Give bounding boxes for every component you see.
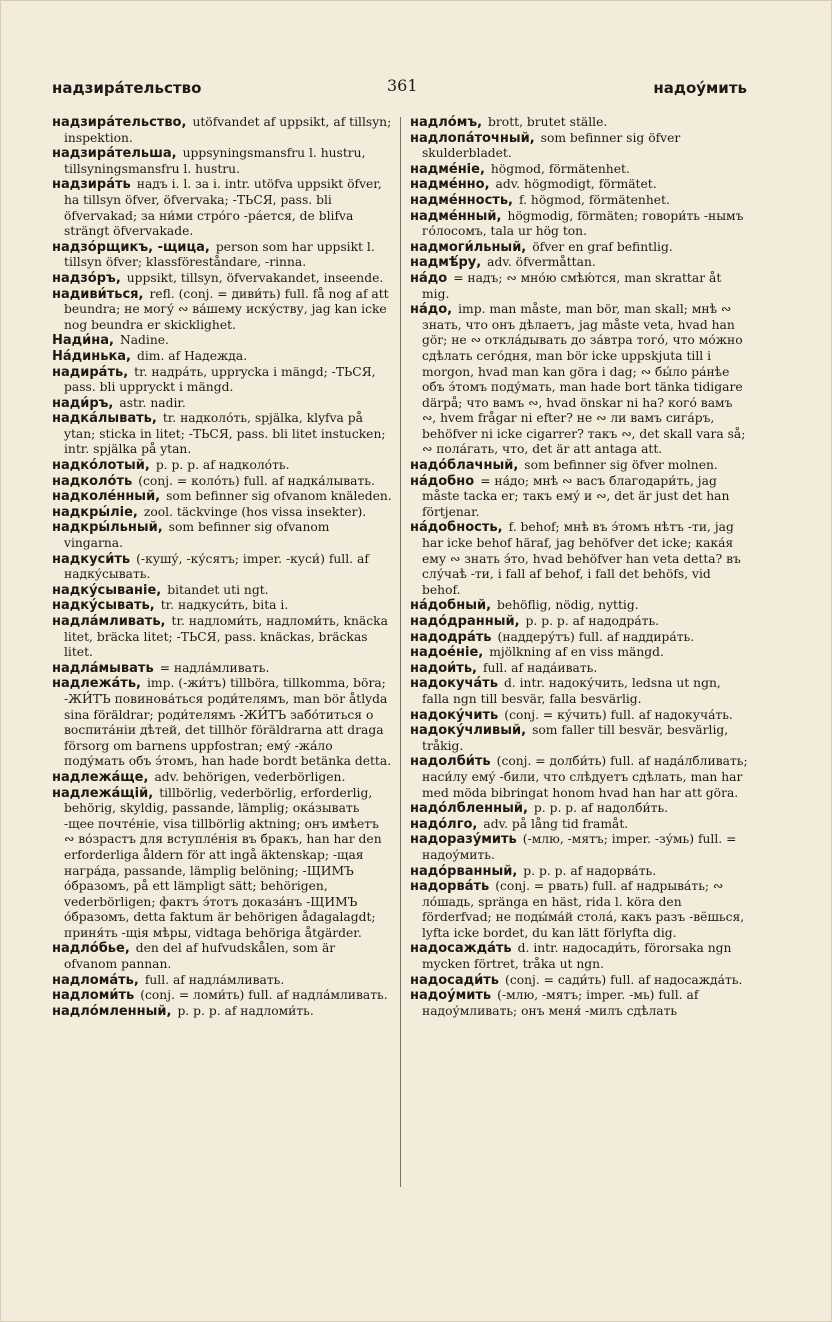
dictionary-entry bbox=[52, 505, 392, 521]
dictionary-entry bbox=[52, 973, 392, 989]
dictionary-entry bbox=[52, 614, 392, 661]
dictionary-entry bbox=[52, 583, 392, 599]
entry-headword: надоу́мить bbox=[410, 988, 492, 1004]
entry-definition: d. intr. надоку́чить, ledsna ut ngn, falla ngn till besvär, falla besvärlig. bbox=[422, 676, 721, 706]
entry-headword: надломи́ть bbox=[52, 988, 135, 1004]
entry-headword: надодра́ть bbox=[410, 629, 492, 645]
entry-definition: bitandet uti ngt. bbox=[167, 582, 269, 597]
dictionary-entry bbox=[52, 177, 392, 239]
entry-headword: надои́ть, bbox=[410, 660, 477, 676]
dictionary-entry bbox=[52, 786, 392, 942]
entry-definition: tr. надра́ть, upprycka i mängd; -ТЬСЯ, pass. bli uppryckt i mängd. bbox=[64, 364, 376, 395]
entry-definition: = надла́мливать. bbox=[159, 660, 270, 675]
entry-definition: d. intr. надосади́ть, förorsaka ngn mycken förtret, tråka ut ngn. bbox=[422, 941, 732, 972]
entry-definition: full. af нада́ивать. bbox=[483, 660, 598, 675]
dictionary-entry bbox=[410, 240, 750, 256]
dictionary-entry bbox=[410, 162, 750, 178]
entry-definition: mjölkning af en viss mängd. bbox=[489, 645, 664, 660]
dictionary-entry bbox=[52, 115, 392, 146]
entry-headword: надме́нный, bbox=[410, 208, 502, 224]
entry-headword: надлежа́ще, bbox=[52, 769, 149, 785]
entry-headword: надо́лбленный, bbox=[410, 801, 528, 817]
dictionary-entry bbox=[410, 520, 750, 598]
entry-headword: надло́бье, bbox=[52, 941, 130, 957]
dictionary-entry bbox=[410, 676, 750, 707]
entry-definition: (conj. = коло́ть) full. af надка́лывать. bbox=[138, 473, 375, 488]
dictionary-entry bbox=[52, 474, 392, 490]
entry-headword: надла́мывать bbox=[52, 660, 154, 676]
dictionary-entry bbox=[410, 988, 750, 1019]
dictionary-entry bbox=[52, 396, 392, 412]
entry-definition: adv. öfvermåttan. bbox=[487, 255, 596, 270]
entry-headword: надокуча́ть bbox=[410, 676, 498, 692]
entry-headword: надла́мливать, bbox=[52, 614, 166, 629]
page-number: 361 bbox=[387, 76, 418, 95]
running-head bbox=[52, 76, 747, 102]
entry-headword: надлома́ть, bbox=[52, 972, 139, 988]
dictionary-entry bbox=[52, 598, 392, 614]
entry-headword: надлежа́щій, bbox=[52, 785, 154, 801]
dictionary-entry bbox=[52, 365, 392, 396]
entry-definition: tr. надколо́ть, spjälka, klyfva på ytan; sticka in litet; -ТЬСЯ, pass. bli litet instucken; intr. spjälka på ytan. bbox=[64, 411, 386, 457]
entry-headword: надосажда́ть bbox=[410, 941, 512, 957]
left-column bbox=[52, 115, 392, 1210]
dictionary-entry bbox=[410, 879, 750, 941]
entry-headword: На́динька, bbox=[52, 348, 131, 364]
entry-headword: на́до bbox=[410, 270, 448, 286]
entry-definition: (conj. = ку́чить) full. af надокуча́ть. bbox=[504, 707, 733, 722]
entry-definition: p. p. p. af надорва́ть. bbox=[523, 863, 657, 878]
entry-definition: (-кушу́, -ку́сятъ; imper. -куси́) full. af надку́сывать. bbox=[64, 551, 369, 582]
entry-headword: надорва́ть bbox=[410, 879, 490, 895]
entry-definition: p. p. p. af надодра́ть. bbox=[525, 614, 660, 628]
dictionary-entry bbox=[410, 754, 750, 801]
dictionary-entry bbox=[410, 864, 750, 880]
entry-headword: надзира́тельша, bbox=[52, 146, 177, 162]
entry-definition: den del af hufvudskålen, som är ofvanom pannan. bbox=[64, 941, 336, 972]
entry-definition: full. af надла́мливать. bbox=[144, 972, 285, 987]
entry-definition: tr. надкуси́ть, bita i. bbox=[160, 598, 289, 613]
entry-definition: öfver en graf befintlig. bbox=[532, 239, 673, 254]
entry-headword: надира́ть, bbox=[52, 364, 129, 380]
entry-definition: zool. täckvinge (hos vissa insekter). bbox=[143, 504, 367, 519]
entry-definition: надъ i. l. за i. intr. utöfva uppsikt öfver, ha tillsyn öfver, öfvervaka; -ТЬСЯ, pass. bli öfvervakad; за ни́ми стро́го -ра́ется, de blifva strängt öfvervakade. bbox=[64, 177, 382, 239]
dictionary-entry bbox=[410, 661, 750, 677]
entry-definition: person som har uppsikt l. tillsyn öfver; klassföreståndare, -rinna. bbox=[64, 239, 375, 270]
entry-definition: uppsyningsmansfru l. hustru, tillsyningsmansfru l. hustru. bbox=[64, 146, 366, 176]
entry-definition: (conj. = рвать) full. af надрыва́ть; ∾ ло́шадь, spränga en häst, rida l. köra den förderfvad; не поды́ма́й стола́, какъ разъ -вёшься, lyfta icke bordet, du kan lätt förlyfta dig. bbox=[422, 879, 745, 940]
dictionary-entry bbox=[52, 287, 392, 334]
dictionary-entry bbox=[410, 177, 750, 193]
dictionary-entry bbox=[410, 302, 750, 458]
dictionary-entry bbox=[52, 941, 392, 972]
dictionary-entry bbox=[52, 333, 392, 349]
entry-headword: надолби́ть bbox=[410, 754, 491, 770]
entry-definition: tillbörlig, vederbörlig, erforderlig, behörig, skyldig, passande, lämplig; ока́зывать -щее почте́ніе, visa tillbörlig aktning; онъ имѣетъ ∾ во́зрастъ для вступле́нія въ бракъ, han har den erforderliga åldern för att ingå äktenskap; -щая награ́да, passande, lämplig belöning; -ЩИМЪ о́бразомъ, på ett lämpligt sätt; behörigen, vederbörligen; фактъ э́тотъ доказа́нъ -ЩИМЪ о́бразомъ, detta faktum är behörigen ådagalagdt; приня́ть -щія мѣры, vidtaga behöriga åtgärder. bbox=[64, 785, 382, 940]
entry-headword: надзо́ръ, bbox=[52, 270, 121, 286]
entry-headword: надоразу́мить bbox=[410, 832, 517, 848]
dictionary-entry bbox=[52, 458, 392, 474]
entry-headword: надзира́ть bbox=[52, 177, 131, 193]
entry-definition: som befinner sig öfver skulderbladet. bbox=[422, 130, 681, 161]
entry-headword: на́добно bbox=[410, 473, 475, 489]
entry-headword: надкры́льный, bbox=[52, 520, 163, 536]
dictionary-entry bbox=[52, 411, 392, 458]
entry-headword: Нади́на, bbox=[52, 333, 114, 349]
entry-headword: надме́нность, bbox=[410, 192, 513, 208]
entry-headword: надмоги́льный, bbox=[410, 239, 527, 255]
entry-definition: tr. надломи́ть, надломи́ть, knäcka litet, bräcka litet; -ТЬСЯ, pass. knäckas, bräckas litet. bbox=[64, 614, 388, 660]
entry-definition: p. p. p. af надколо́ть. bbox=[155, 458, 290, 473]
entry-definition: imp. (-жи́тъ) tillböra, tillkomma, böra; -ЖИ́ТЪ повинова́ться роди́телямъ, man bör åtlyda sina föräldrar; роди́телямъ -ЖИ́ТЪ забо́титься о воспита́ніи дѣтей, det tillhör föräldrarna att draga försorg om barnens uppfostran; ему́ -жа́ло поду́мать объ э́томъ, han hade bordt betänka detta. bbox=[64, 676, 392, 769]
dictionary-entry bbox=[410, 598, 750, 614]
entry-headword: надкуси́ть bbox=[52, 551, 131, 567]
entry-definition: dim. af Надежда. bbox=[137, 348, 248, 363]
right-column bbox=[410, 115, 750, 1210]
entry-headword: надиви́ться, bbox=[52, 286, 144, 302]
entry-definition: som befinner sig ofvanom vingarna. bbox=[64, 520, 330, 551]
entry-headword: надло́мъ, bbox=[410, 115, 483, 130]
entry-headword: надоку́чливый, bbox=[410, 723, 527, 739]
entry-headword: надка́лывать, bbox=[52, 411, 157, 427]
dictionary-entry bbox=[52, 676, 392, 770]
entry-definition: (-млю, -мятъ; imper. -зу́мь) full. = надоу́мить. bbox=[422, 832, 737, 862]
dictionary-entry bbox=[410, 941, 750, 972]
entry-definition: (conj. = долби́ть) full. af нада́лбливать; наси́лу ему́ -били, что слѣдуетъ сдѣлать, man har med möda bibringat honom hvad han har att göra. bbox=[422, 754, 748, 800]
entry-definition: = на́до; мнѣ ∾ васъ благодари́ть, jag måste tacka er; такъ ему́ и ∾, det är just det han förtjenar. bbox=[422, 473, 730, 519]
dictionary-entry bbox=[410, 209, 750, 240]
entry-definition: adv. på lång tid framåt. bbox=[483, 816, 629, 831]
entry-headword: надколо́ть bbox=[52, 473, 133, 489]
entry-definition: utöfvandet af uppsikt, af tillsyn; inspektion. bbox=[64, 115, 392, 145]
dictionary-entry bbox=[52, 271, 392, 287]
dictionary-entry bbox=[410, 271, 750, 302]
column-divider bbox=[400, 117, 401, 1187]
dictionary-entry bbox=[410, 817, 750, 833]
entry-headword: на́до, bbox=[410, 302, 453, 318]
dictionary-entry bbox=[410, 723, 750, 754]
entry-headword: на́добный, bbox=[410, 598, 492, 614]
entry-definition: = надъ; ∾ мно́ю смѣю́тся, man skrattar åt mig. bbox=[422, 270, 722, 301]
entry-headword: надоку́чить bbox=[410, 707, 499, 723]
entry-headword: надколе́нный, bbox=[52, 489, 161, 505]
entry-definition: (conj. = ломи́ть) full. af надла́мливать. bbox=[140, 988, 388, 1003]
entry-headword: надзо́рщикъ, -щица, bbox=[52, 239, 210, 255]
entry-definition: (conj. = сади́ть) full. af надосажда́ть. bbox=[505, 972, 743, 987]
dictionary-entry bbox=[410, 131, 750, 162]
entry-definition: uppsikt, tillsyn, öfvervakandet, inseende. bbox=[126, 270, 384, 285]
entry-headword: надо́лго, bbox=[410, 816, 478, 832]
entry-headword: надмѣ́ру, bbox=[410, 255, 482, 271]
entry-definition: f. högmod, förmätenhet. bbox=[519, 192, 670, 207]
entry-definition: imp. man måste, man bör, man skall; мнѣ ∾ знать, что онъ дѣлаетъ, jag måste veta, hvad han gör; не ∾ откла́дывать до за́втра того́, что мо́жно сдѣлать сего́дня, man bör icke uppskjuta till i morgon, hvad man kan göra i dag; ∾ бы́ло ра́нѣе объ э́томъ поду́мать, man hade bort tänka tidigare därpå; что вамъ ∾, hvad önskar ni ha? кого́ вамъ ∾, hvem frågar ni efter? не ∾ ли вамъ сига́ръ, behöfver ni icke cigarrer? такъ ∾, det skall vara så; ∾ пола́гать, что, det är att antaga att. bbox=[422, 302, 746, 457]
dictionary-entry bbox=[410, 115, 750, 131]
entry-definition: som befinner sig öfver molnen. bbox=[524, 458, 718, 473]
entry-definition: behöflig, nödig, nyttig. bbox=[497, 598, 639, 613]
dictionary-entry bbox=[410, 458, 750, 474]
dictionary-entry bbox=[52, 552, 392, 583]
entry-definition: som faller till besvär, besvärlig, tråkig. bbox=[422, 723, 729, 753]
entry-definition: brott, brutet ställe. bbox=[488, 115, 608, 129]
dictionary-entry bbox=[52, 240, 392, 271]
header-last-word: надоу́мить bbox=[653, 79, 747, 97]
entry-definition: p. p. p. af надломи́ть. bbox=[177, 1003, 314, 1018]
entry-headword: надо́рванный, bbox=[410, 863, 518, 879]
dictionary-entry bbox=[52, 661, 392, 677]
dictionary-entry bbox=[52, 988, 392, 1004]
entry-definition: p. p. p. af надолби́ть. bbox=[533, 801, 669, 816]
dictionary-entry bbox=[52, 770, 392, 786]
dictionary-entry bbox=[410, 193, 750, 209]
dictionary-entry bbox=[410, 474, 750, 521]
dictionary-entry bbox=[410, 832, 750, 863]
entry-definition: högmodig, förmäten; говори́ть -нымъ го́лосомъ, tala ur hög ton. bbox=[422, 208, 744, 239]
dictionary-entry bbox=[410, 614, 750, 630]
dictionary-entry bbox=[410, 801, 750, 817]
dictionary-entry bbox=[52, 520, 392, 551]
entry-headword: надо́блачный, bbox=[410, 458, 519, 474]
dictionary-entry bbox=[410, 708, 750, 724]
entry-headword: надку́сываніе, bbox=[52, 582, 162, 598]
entry-definition: refl. (conj. = диви́ть) full. få nog af att beundra; не могу́ ∾ ва́шему иску́ству, jag kan icke nog beundra er skicklighet. bbox=[64, 286, 389, 332]
entry-headword: на́добность, bbox=[410, 520, 503, 536]
dictionary-entry bbox=[52, 146, 392, 177]
entry-headword: нади́ръ, bbox=[52, 395, 114, 411]
dictionary-entry bbox=[410, 255, 750, 271]
entry-headword: надо́дранный, bbox=[410, 614, 520, 629]
header-first-word: надзира́тельство bbox=[52, 79, 202, 97]
entry-headword: надлопа́точный, bbox=[410, 130, 535, 146]
dictionary-entry bbox=[52, 349, 392, 365]
dictionary-entry bbox=[52, 489, 392, 505]
dictionary-entry bbox=[410, 973, 750, 989]
entry-definition: Nadine. bbox=[119, 333, 169, 348]
entry-headword: надло́мленный, bbox=[52, 1003, 172, 1019]
entry-headword: надкры́ліе, bbox=[52, 504, 138, 520]
dictionary-entry bbox=[410, 630, 750, 646]
entry-definition: (-млю, -мятъ; imper. -мь) full. af надоу́мливать; онъ меня́ -милъ сдѣлать bbox=[422, 988, 699, 1018]
entry-definition: adv. högmodigt, förmätet. bbox=[495, 177, 657, 192]
entry-definition: adv. behörigen, vederbörligen. bbox=[154, 769, 346, 784]
entry-definition: f. behof; мнѣ въ э́томъ нѣтъ -ти, jag har icke behof häraf, jag behöfver det icke; кака́я ему ∾ знать э́то, hvad behöfver han veta detta? въ слу́чаѣ -ти, i fall af behof, i fall det behöfs, vid behof. bbox=[422, 520, 741, 597]
entry-headword: надое́ніе, bbox=[410, 645, 484, 661]
entry-headword: надзира́тельство, bbox=[52, 115, 187, 130]
entry-headword: надме́нно, bbox=[410, 177, 490, 193]
dictionary-entry bbox=[410, 645, 750, 661]
entry-definition: som befinner sig ofvanom knäleden. bbox=[166, 489, 392, 504]
entry-definition: (наддеру́тъ) full. af наддира́ть. bbox=[497, 629, 695, 644]
entry-definition: högmod, förmätenhet. bbox=[490, 161, 630, 176]
entry-definition: astr. nadir. bbox=[119, 395, 186, 410]
dictionary-entry bbox=[52, 1004, 392, 1020]
entry-headword: надме́ніе, bbox=[410, 161, 485, 177]
entry-headword: надлежа́ть, bbox=[52, 676, 141, 692]
entry-headword: надко́лотый, bbox=[52, 458, 150, 474]
entry-headword: надосади́ть bbox=[410, 972, 500, 988]
entry-headword: надку́сывать, bbox=[52, 598, 155, 614]
